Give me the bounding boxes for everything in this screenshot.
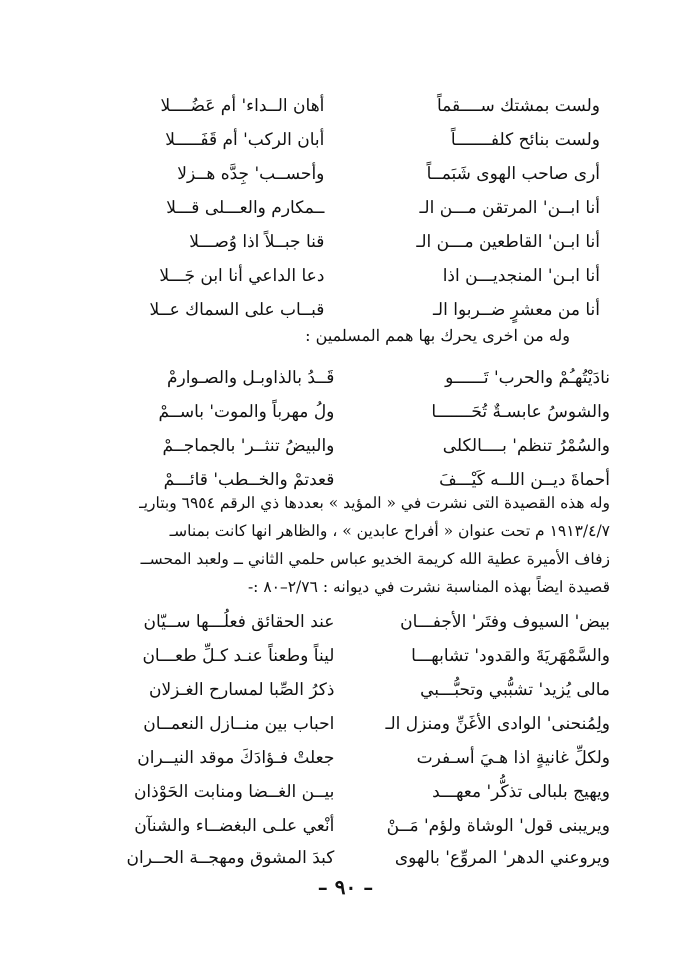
verse-first-hemistich: والشوسُ عابسـةٌ تُحَـــــــا <box>431 401 610 422</box>
verse-second-hemistich: كبدَ المشوق ومهجــة الحــران <box>126 847 335 868</box>
verse-second-hemistich: قَــدُ بالذاوبـل والصـوارمْ <box>166 367 335 388</box>
verse-second-hemistich: وأحســب' جِدَّه هــزلا <box>177 163 325 184</box>
verse-second-hemistich: دعا الداعي أنا ابن جَـــلا <box>159 265 325 286</box>
prose-line: وله هذه القصيدة التى نشرت في « المؤيد » بعددها ذي الرقم ٦٩٥٤ وبتاريـ <box>139 494 610 512</box>
page-number: – ٩٠ – <box>317 875 374 899</box>
verse-first-hemistich: والسَّمْهَريَةَ والقدود' تشابهـــا <box>411 645 610 666</box>
prose-line: قصيدة ايضاً بهذه المناسبة نشرت في ديوانه : ٢/٧٦–٨٠ :- <box>247 578 610 596</box>
prose-line: ١٩١٣/٤/٧ م تحت عنوان « أفراح عابدين » ، والظاهر انها كانت بمناسـ <box>169 522 610 540</box>
verse-line <box>90 360 610 396</box>
verse-first-hemistich: ولكلِّ غانيةٍ اذا هـيَ أسـفرت <box>416 747 610 768</box>
verse-second-hemistich: جعلتْ فـؤادَكَ موقد النيــران <box>137 747 335 768</box>
verse-line <box>80 88 600 124</box>
verse-first-hemistich: بيض' السيوف وفتَر' الأجفـــان <box>400 611 610 632</box>
verse-line <box>80 156 600 192</box>
verse-first-hemistich: ويروعني الدهر' المروِّع' بالهوى <box>394 847 610 868</box>
verse-line <box>90 672 610 708</box>
verse-second-hemistich: قعدتمْ والخــطب' قائـــمْ <box>163 469 335 490</box>
poem-intro: وله من اخرى يحرك بها همم المسلمين : <box>305 326 570 345</box>
verse-first-hemistich: ويهيج بلبالى تذكُّر' معهـــد <box>432 781 610 802</box>
verse-first-hemistich: مالى يُزيد' تشبُّبي وتحبُّـــبي <box>420 679 610 700</box>
verse-second-hemistich: أنْعي علـى البغضــاء والشنآن <box>134 815 335 836</box>
verse-first-hemistich: أنا ابـن' القاطعين مـــن الـ <box>416 231 600 252</box>
verse-line <box>90 840 610 876</box>
verse-line <box>90 740 610 776</box>
verse-second-hemistich: قبــاب على السماك عــلا <box>149 299 325 320</box>
verse-line <box>80 258 600 294</box>
verse-second-hemistich: عند الحقائق فعلُـــها ســيّان <box>143 611 335 632</box>
verse-second-hemistich: بيــن الغــضا ومنابت الحَوْذان <box>133 781 335 802</box>
verse-first-hemistich: أرى صاحب الهوى شَبَمــاً <box>426 163 600 184</box>
verse-line <box>90 638 610 674</box>
verse-line <box>90 604 610 640</box>
verse-line <box>90 808 610 844</box>
verse-first-hemistich: أنا ابـن' المنجديـــن اذا <box>442 265 600 286</box>
verse-second-hemistich: ذكرُ الصِّبا لمسارح الغـزلان <box>149 679 335 700</box>
verse-first-hemistich: والسُمْرُ تنظم' بــــالكلى <box>442 435 610 456</box>
prose-line: زفاف الأميرة عطية الله كريمة الخديو عباس حلمي الثاني ــ ولعبد المحســ <box>140 550 610 568</box>
verse-first-hemistich: نادَيْتُهـُمْ والحرب' تَــــــو <box>445 367 610 388</box>
verse-line <box>90 774 610 810</box>
verse-line <box>80 224 600 260</box>
verse-second-hemistich: ليناً وطعناً عنـد كـلِّ طعـــان <box>142 645 335 666</box>
verse-second-hemistich: أبان الركب' أم قَفَـــــلا <box>165 129 325 150</box>
verse-first-hemistich: أنا ابــن' المرتقن مـــن الـ <box>419 197 600 218</box>
verse-line <box>90 428 610 464</box>
verse-line <box>80 190 600 226</box>
verse-line <box>90 706 610 742</box>
verse-first-hemistich: أنا من معشرٍ ضــربوا الـ <box>432 299 600 320</box>
verse-line <box>80 122 600 158</box>
verse-second-hemistich: قنا جبــلاً اذا وُصـــلا <box>189 231 325 252</box>
verse-second-hemistich: ولُ مهرباً والموت' باســمْ <box>158 401 335 422</box>
verse-second-hemistich: أهان الــداء' أم عَضُــــلا <box>160 95 325 116</box>
verse-first-hemistich: ولِمُنحنى' الوادى الأغَنِّ ومنزل الـ <box>385 713 610 734</box>
verse-first-hemistich: ولست بنائح كلفـــــــاً <box>450 129 600 150</box>
verse-line <box>90 394 610 430</box>
verse-second-hemistich: احباب بين منــازل النعمــان <box>143 713 335 734</box>
verse-first-hemistich: ولست بمشتك ســــقماً <box>436 95 600 116</box>
verse-line <box>80 292 600 328</box>
verse-first-hemistich: أحماةَ ديــن اللــه كَيْـــفَ <box>439 469 610 490</box>
verse-second-hemistich: والبيضُ تنثــر' بالجماجــمْ <box>162 435 335 456</box>
verse-second-hemistich: ــمكارم والعـــلى قـــلا <box>166 197 325 218</box>
verse-first-hemistich: ويريبنى قول' الوشاة ولؤم' مَــنْ <box>386 815 610 836</box>
verse-line <box>90 462 610 498</box>
